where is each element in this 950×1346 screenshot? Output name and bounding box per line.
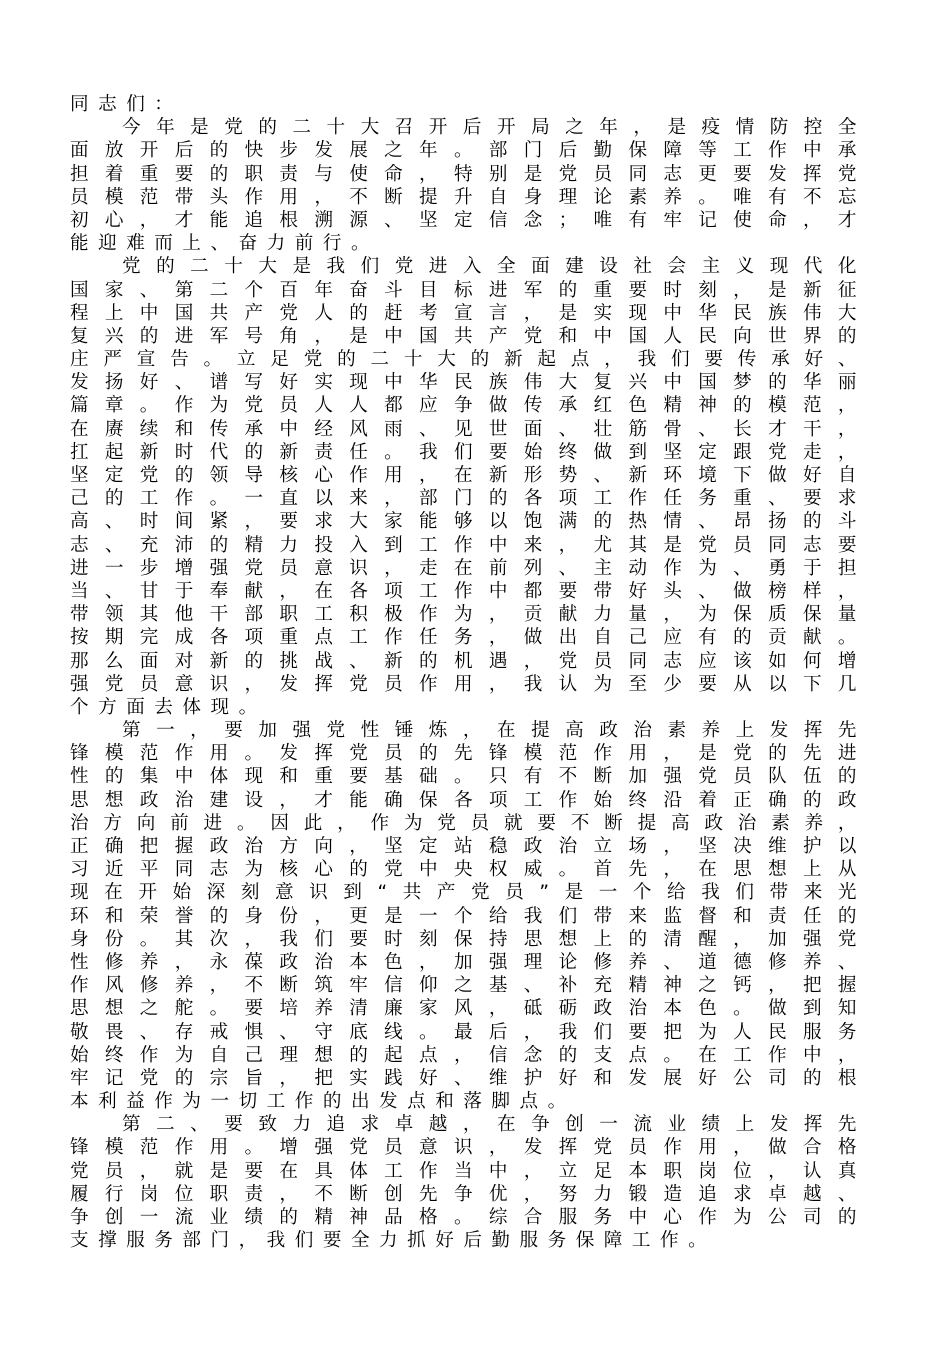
paragraph-line: 面放开后的快步发展之年。部门后勤保障等工作中承	[70, 140, 866, 162]
paragraph-line: 支撑服务部门，我们要全力抓好后勤服务保障工作。	[70, 1230, 717, 1252]
paragraph-line: 员模范带头作用，不断提升自身理论素养。唯有不忘	[70, 186, 866, 208]
paragraph-line: 复兴的进军号角，是中国共产党和中国人民向世界的	[70, 325, 866, 347]
paragraph-line: 担着重要的职责与使命，特别是党员同志更要发挥党	[70, 163, 866, 185]
paragraph-line: 个方面去体现。	[70, 696, 267, 718]
paragraph-2	[70, 255, 866, 719]
paragraph-line: 国家、第二个百年奋斗目标进军的重要时刻，是新征	[70, 279, 866, 301]
paragraph-line: 治方向前进。因此，作为党员就要不断提高政治素养，	[70, 812, 866, 834]
paragraph-line: 现在开始深刻意识到“共产党员”是一个给我们带来光	[70, 882, 866, 904]
paragraph-line: 习近平同志为核心的党中央权威。首先，在思想上从	[70, 859, 866, 881]
paragraph-line: 带领其他干部职工积极作为，贡献力量，为保质保量	[70, 604, 866, 626]
paragraph-line: 性修养，永葆政治本色，加强理论修养、道德修养、	[70, 951, 866, 973]
paragraph-4	[70, 1113, 866, 1252]
paragraph-line: 履行岗位职责，不断创先争优，努力锻造追求卓越、	[70, 1183, 866, 1205]
salutation: 同志们：	[70, 94, 183, 115]
paragraph-line: 思想政治建设，才能确保各项工作始终沿着正确的政	[70, 789, 866, 811]
paragraph-line: 锋模范作用。发挥党员的先锋模范作用，是党的先进	[70, 743, 866, 765]
paragraph-line: 发扬好、谱写好实现中华民族伟大复兴中国梦的华丽	[70, 372, 866, 394]
paragraph-line: 扛起新时代的新责任。我们要始终做到坚定跟党走，	[70, 441, 866, 463]
paragraph-line: 高、时间紧，要求大家能够以饱满的热情、昂扬的斗	[70, 511, 866, 533]
paragraph-line: 按期完成各项重点工作任务，做出自己应有的贡献。	[70, 627, 866, 649]
paragraph-line: 思想之舵。要培养清廉家风，砥砺政治本色。做到知	[70, 998, 866, 1020]
paragraph-line: 本利益作为一切工作的出发点和落脚点。	[70, 1091, 576, 1113]
document-page	[70, 93, 866, 1252]
paragraph-line: 在赓续和传承中经风雨、见世面、壮筋骨、长才干，	[70, 418, 866, 440]
paragraph-line: 程上中国共产党人的赶考宣言，是实现中华民族伟大	[70, 302, 866, 324]
paragraph-line: 坚定党的领导核心作用，在新形势、新环境下做好自	[70, 465, 866, 486]
paragraph-line: 争创一流业绩的精神品格。综合服务中心作为公司的	[70, 1207, 866, 1228]
paragraph-line: 环和荣誉的身份，更是一个给我们带来监督和责任的	[70, 905, 866, 927]
paragraph-line: 己的工作。一直以来，部门的各项工作任务重、要求	[70, 488, 866, 510]
paragraph-line: 牢记党的宗旨，把实践好、维护好和发展好公司的根	[70, 1067, 866, 1089]
paragraph-line: 身份。其次，我们要时刻保持思想上的清醒，加强党	[70, 928, 866, 950]
paragraph-line: 党的二十大是我们党进入全面建设社会主义现代化	[122, 256, 866, 278]
paragraph-line: 能迎难而上、奋力前行。	[70, 233, 380, 255]
paragraph-line: 今年是党的二十大召开后开局之年，是疫情防控全	[122, 117, 866, 139]
paragraph-line: 那么面对新的挑战、新的机遇，党员同志应该如何增	[70, 650, 866, 672]
paragraph-line: 初心，才能追根溯源、坚定信念；唯有牢记使命，才	[70, 209, 866, 231]
paragraph-line: 进一步增强党员意识，走在前列、主动作为、勇于担	[70, 557, 866, 579]
paragraph-line: 锋模范作用。增强党员意识，发挥党员作用，做合格	[70, 1137, 866, 1159]
paragraph-line: 敬畏、存戒惧、守底线。最后，我们要把为人民服务	[70, 1021, 866, 1043]
paragraph-line: 第一，要加强党性锤炼，在提高政治素养上发挥先	[122, 720, 866, 742]
paragraph-line: 志、充沛的精力投入到工作中来，尤其是党员同志要	[70, 534, 866, 556]
paragraph-line: 庄严宣告。立足党的二十大的新起点，我们要传承好、	[70, 349, 866, 371]
paragraph-line: 始终作为自己理想的起点，信念的支点。在工作中，	[70, 1044, 866, 1066]
paragraph-line: 作风修养，不断筑牢信仰之基、补充精神之钙，把握	[70, 975, 866, 997]
paragraph-3	[70, 719, 866, 1113]
paragraph-1	[70, 116, 866, 255]
paragraph-line: 当、甘于奉献，在各项工作中都要带好头、做榜样，	[70, 580, 866, 602]
paragraph-line: 党员，就是要在具体工作当中，立足本职岗位，认真	[70, 1160, 866, 1182]
paragraph-line: 第二、要致力追求卓越，在争创一流业绩上发挥先	[122, 1114, 866, 1136]
paragraph-line: 篇章。作为党员人人都应争做传承红色精神的模范，	[70, 395, 866, 417]
paragraph-line: 正确把握政治方向，坚定站稳政治立场，坚决维护以	[70, 836, 866, 857]
paragraph-line: 强党员意识，发挥党员作用，我认为至少要从以下几	[70, 673, 866, 695]
paragraph-line: 性的集中体现和重要基础。只有不断加强党员队伍的	[70, 766, 866, 788]
